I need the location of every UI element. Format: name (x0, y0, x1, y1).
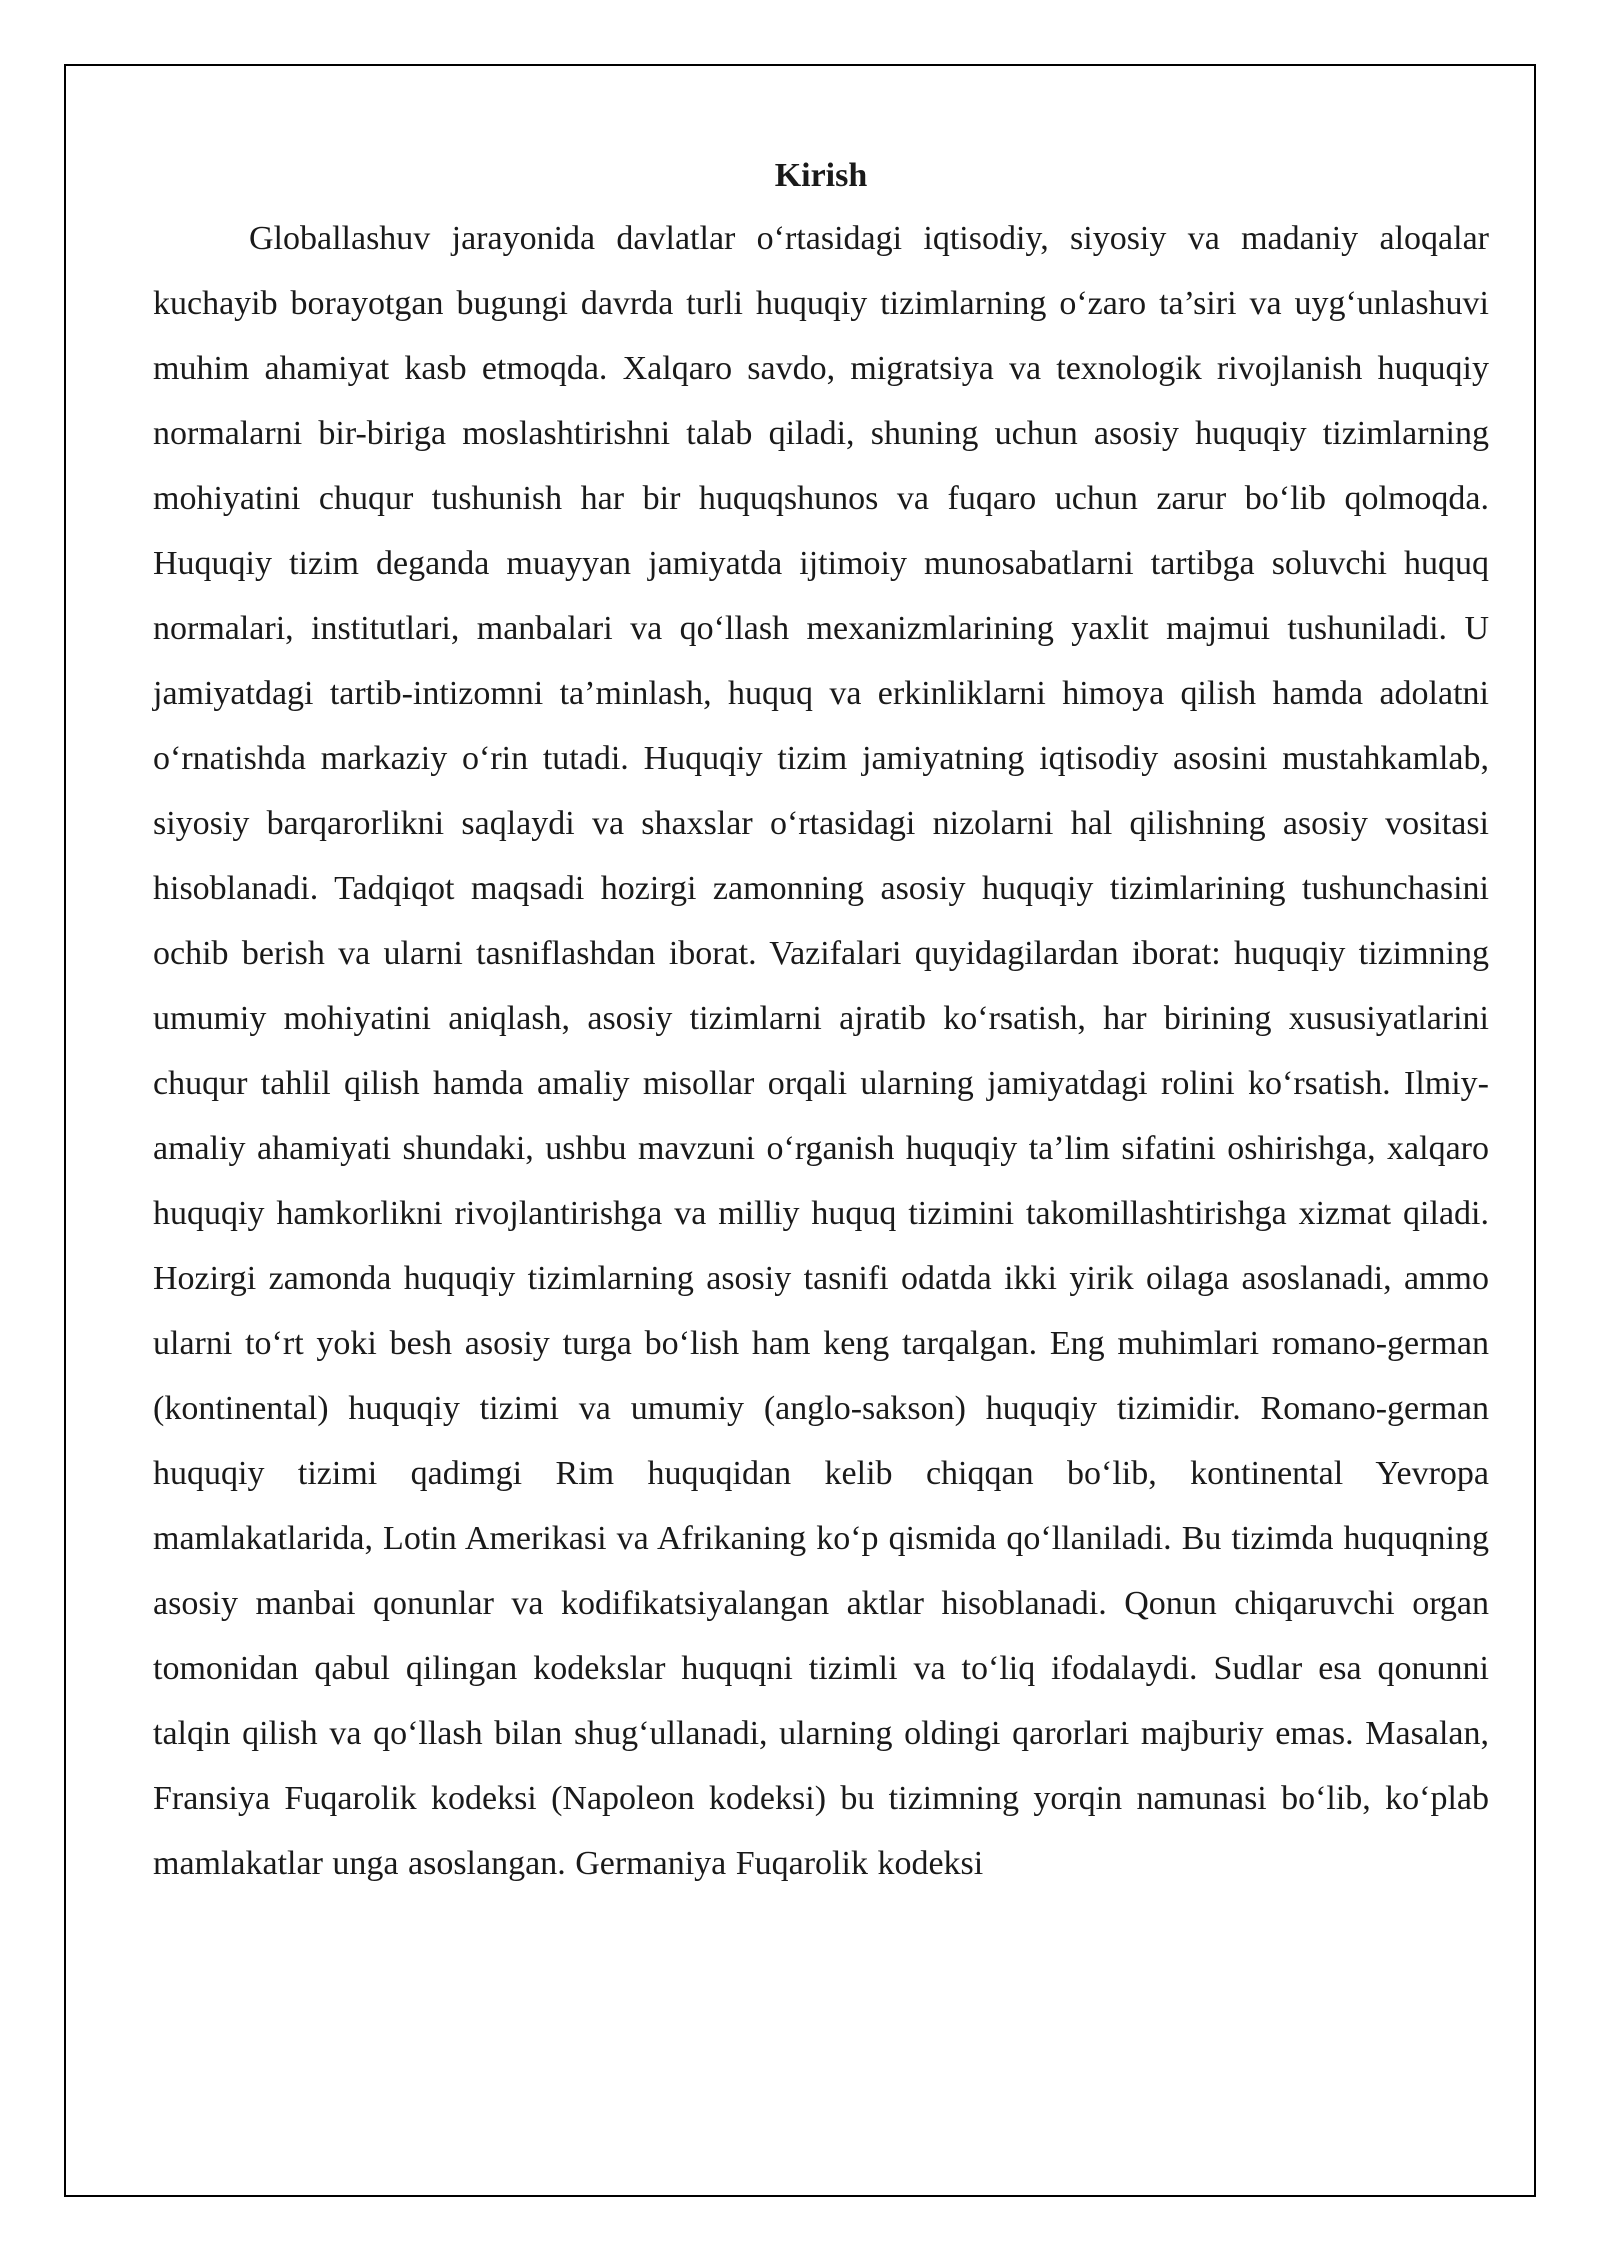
document-title: Kirish (774, 157, 868, 194)
body-paragraph: Globallashuv jarayonida davlatlar o‘rtasidagi iqtisodiy, siyosiy va madaniy aloqalar kuchayib borayotgan bugungi davrda turli huquqiy tizimlarning o‘zaro ta’siri va uyg‘unlashuvi muhim ahamiyat kasb etmoqda. Xalqaro savdo, migratsiya va texnologik rivojlanish huquqiy normalarni bir-biriga moslashtirishni talab qiladi, shuning uchun asosiy huquqiy tizimlarning mohiyatini chuqur tushunish har bir huquqshunos va fuqaro uchun zarur bo‘lib qolmoqda. Huquqiy tizim deganda muayyan jamiyatda ijtimoiy munosabatlarni tartibga soluvchi huquq normalari, institutlari, manbalari va qo‘llash mexanizmlarining yaxlit majmui tushuniladi. U jamiyatdagi tartib-intizomni ta’minlash, huquq va erkinliklarni himoya qilish hamda adolatni o‘rnatishda markaziy o‘rin tutadi. Huquqiy tizim jamiyatning iqtisodiy asosini mustahkamlab, siyosiy barqarorlikni saqlaydi va shaxslar o‘rtasidagi nizolarni hal qilishning asosiy vositasi hisoblanadi. Tadqiqot maqsadi hozirgi zamonning asosiy huquqiy tizimlarining tushunchasini ochib berish va ularni tasniflashdan iborat. Vazifalari quyidagilardan iborat: huquqiy tizimning umumiy mohiyatini aniqlash, asosiy tizimlarni ajratib ko‘rsatish, har birining xususiyatlarini chuqur tahlil qilish hamda amaliy misollar orqali ularning jamiyatdagi rolini ko‘rsatish. Ilmiy-amaliy ahamiyati shundaki, ushbu mavzuni o‘rganish huquqiy ta’lim sifatini oshirishga, xalqaro huquqiy hamkorlikni rivojlantirishga va milliy huquq tizimini takomillashtirishga xizmat qiladi. Hozirgi zamonda huquqiy tizimlarning asosiy tasnifi odatda ikki yirik oilaga asoslanadi, ammo ularni to‘rt yoki besh asosiy turga bo‘lish ham keng tarqalgan. Eng muhimlari romano-german (kontinental) huquqiy tizimi va umumiy (anglo-sakson) huquqiy tizimidir. Romano-german huquqiy tizimi qadimgi Rim huquqidan kelib chiqqan bo‘lib, kontinental Yevropa mamlakatlarida, Lotin Amerikasi va Afrikaning ko‘p qismida qo‘llaniladi. Bu tizimda huquqning asosiy manbai qonunlar va kodifikatsiyalangan aktlar hisoblanadi. Qonun chiqaruvchi organ tomonidan qabul qilingan kodekslar huquqni tizimli va to‘liq ifodalaydi. Sudlar esa qonunni talqin qilish va qo‘llash bilan shug‘ullanadi, ularning oldingi qarorlari majburiy emas. Masalan, Fransiya Fuqarolik kodeksi (Napoleon kodeksi) bu tizimning yorqin namunasi bo‘lib, ko‘plab mamlakatlar unga asoslangan. Germaniya Fuqarolik kodeksi (153, 220, 1489, 1882)
document-content (153, 146, 1489, 1896)
